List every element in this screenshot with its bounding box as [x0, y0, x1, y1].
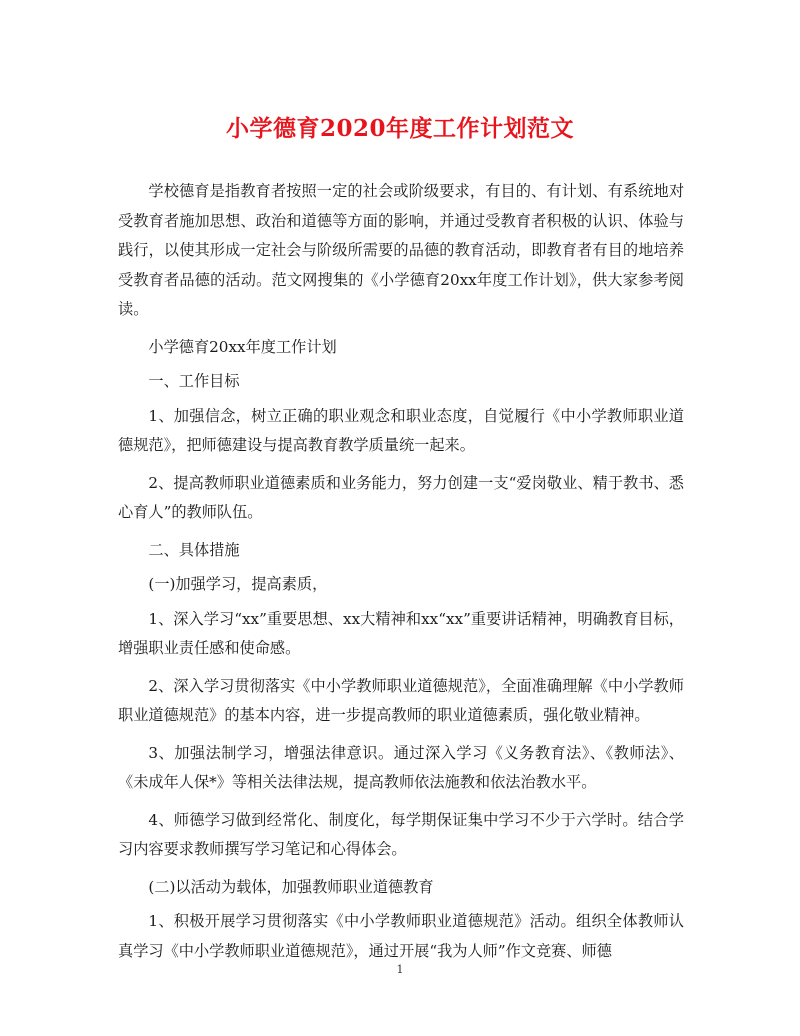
activity-item-1: 1、积极开展学习贯彻落实《中小学教师职业道德规范》活动。组织全体教师认真学习《中小学教师职业道德规范》，通过开展“我为人师”作文竞赛、师德 [118, 912, 684, 960]
intro-paragraph: 学校德育是指教育者按照一定的社会或阶级要求，有目的、有计划、有系统地对受教育者施加思想、政治和道德等方面的影响，并通过受教育者积极的认识、体验与践行，以使其形成一定社会与阶级所需要的品德的教育活动，即教育者有目的地培养受教育者品德的活动。范文网搜集的《小学德育20xx年度工作计划》，供大家参考阅读。 [118, 182, 684, 318]
goal-item-1: 1、加强信念，树立正确的职业观念和职业态度，自觉履行《中小学教师职业道德规范》，把师德建设与提高教育教学质量统一起来。 [118, 406, 684, 454]
subsection-heading-activities: (二)以活动为载体，加强教师职业道德教育 [148, 877, 434, 896]
study-item-3: 3、加强法制学习，增强法律意识。通过深入学习《义务教育法》、《教师法》、《未成年人保*》等相关法律法规，提高教师依法施教和依法治教水平。 [118, 743, 684, 791]
plan-heading: 小学德育20xx年度工作计划 [148, 337, 337, 356]
study-item-4: 4、师德学习做到经常化、制度化，每学期保证集中学习不少于六学时。结合学习内容要求教师撰写学习笔记和心得体会。 [118, 810, 684, 858]
page-title: 小学德育2020年度工作计划范文 [225, 115, 574, 142]
goal-item-2: 2、提高教师职业道德素质和业务能力，努力创建一支“爱岗敬业、精于教书、悉心育人”的教师队伍。 [118, 473, 684, 521]
subsection-heading-study: (一)加强学习，提高素质， [148, 575, 328, 593]
study-item-2: 2、深入学习贯彻落实《中小学教师职业道德规范》，全面准确理解《中小学教师职业道德规范》的基本内容，进一步提高教师的职业道德素质，强化敬业精神。 [118, 676, 684, 724]
study-item-1: 1、深入学习“xx”重要思想、xx大精神和xx“xx”重要讲话精神，明确教育目标，增强职业责任感和使命感。 [118, 609, 684, 657]
document-body [118, 177, 684, 974]
page-number: 1 [396, 963, 404, 976]
section-heading-measures: 二、具体措施 [148, 540, 240, 559]
section-heading-goals: 一、工作目标 [148, 372, 240, 390]
